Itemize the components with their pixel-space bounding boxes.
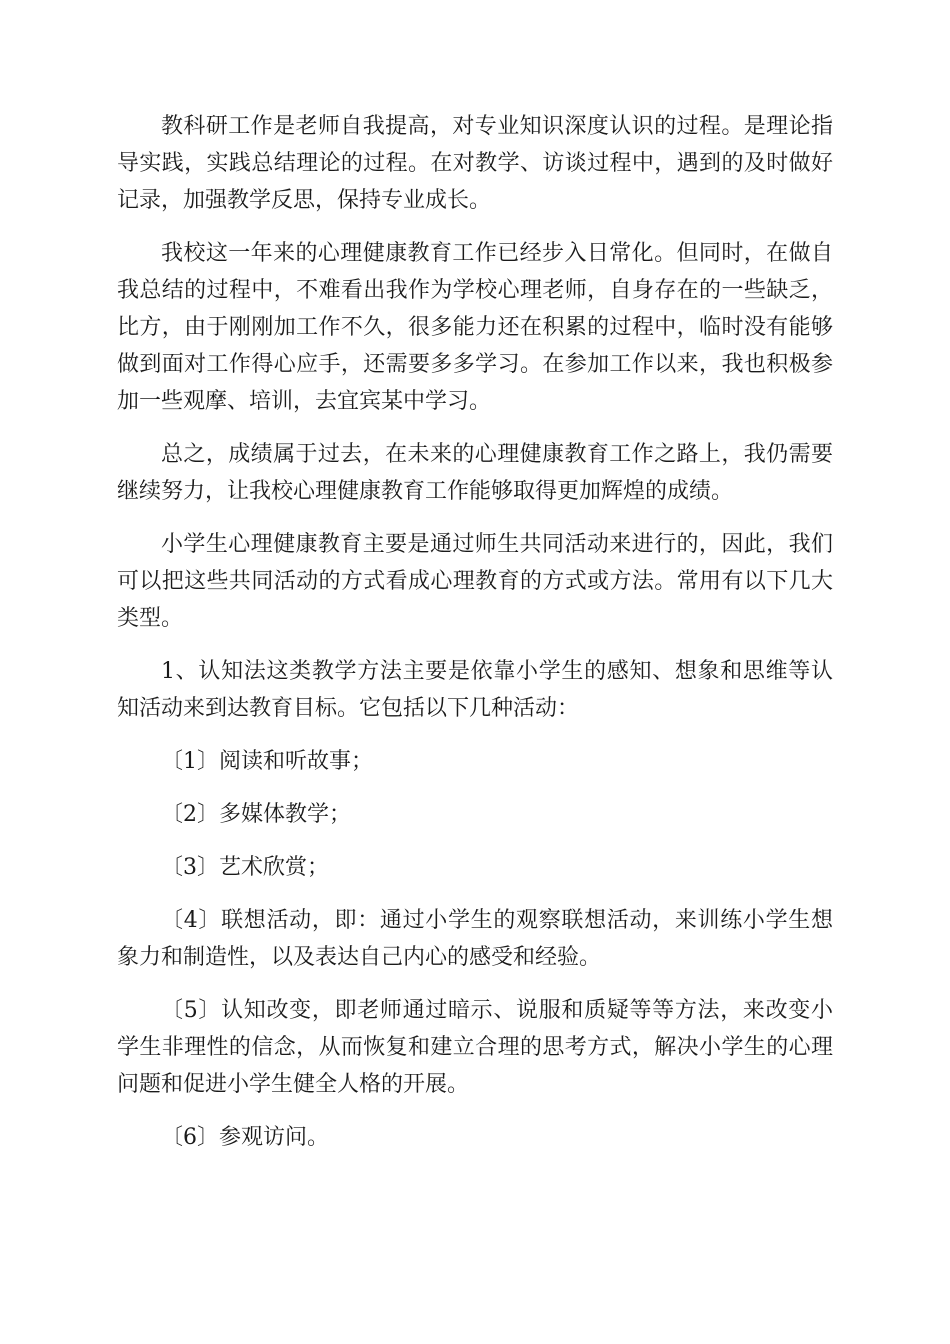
paragraph-5: 1、认知法这类教学方法主要是依靠小学生的感知、想象和思维等认知活动来到达教育目标。它包括以下几种活动： <box>117 659 833 721</box>
paragraph-1: 教科研工作是老师自我提高，对专业知识深度认识的过程。是理论指导实践，实践总结理论的过程。在对教学、访谈过程中，遇到的及时做好记录，加强教学反思，保持专业成长。 <box>117 114 833 213</box>
paragraph-4: 小学生心理健康教育主要是通过师生共同活动来进行的，因此，我们可以把这些共同活动的方式看成心理教育的方式或方法。常用有以下几大类型。 <box>117 532 833 631</box>
list-item-1: 〔1〕阅读和听故事； <box>161 749 373 774</box>
paragraph-3: 总之，成绩属于过去，在未来的心理健康教育工作之路上，我仍需要继续努力，让我校心理健康教育工作能够取得更加辉煌的成绩。 <box>117 442 833 504</box>
list-item-3: 〔3〕艺术欣赏； <box>161 855 329 880</box>
paragraph-2: 我校这一年来的心理健康教育工作已经步入日常化。但同时，在做自我总结的过程中，不难看出我作为学校心理老师，自身存在的一些缺乏，比方，由于刚刚加工作不久，很多能力还在积累的过程中，临时没有能够做到面对工作得心应手，还需要多多学习。在参加工作以来，我也积极参加一些观摩、培训，去宜宾某中学习。 <box>117 241 833 414</box>
list-item-5: 〔5〕认知改变，即老师通过暗示、说服和质疑等等方法，来改变小学生非理性的信念，从而恢复和建立合理的思考方式，解决小学生的心理问题和促进小学生健全人格的开展。 <box>117 998 833 1097</box>
list-item-6: 〔6〕参观访问。 <box>161 1125 329 1150</box>
document-page <box>117 108 833 1172</box>
list-item-2: 〔2〕多媒体教学； <box>161 802 351 827</box>
list-item-4: 〔4〕联想活动，即：通过小学生的观察联想活动，来训练小学生想象力和制造性，以及表达自己内心的感受和经验。 <box>117 908 833 970</box>
